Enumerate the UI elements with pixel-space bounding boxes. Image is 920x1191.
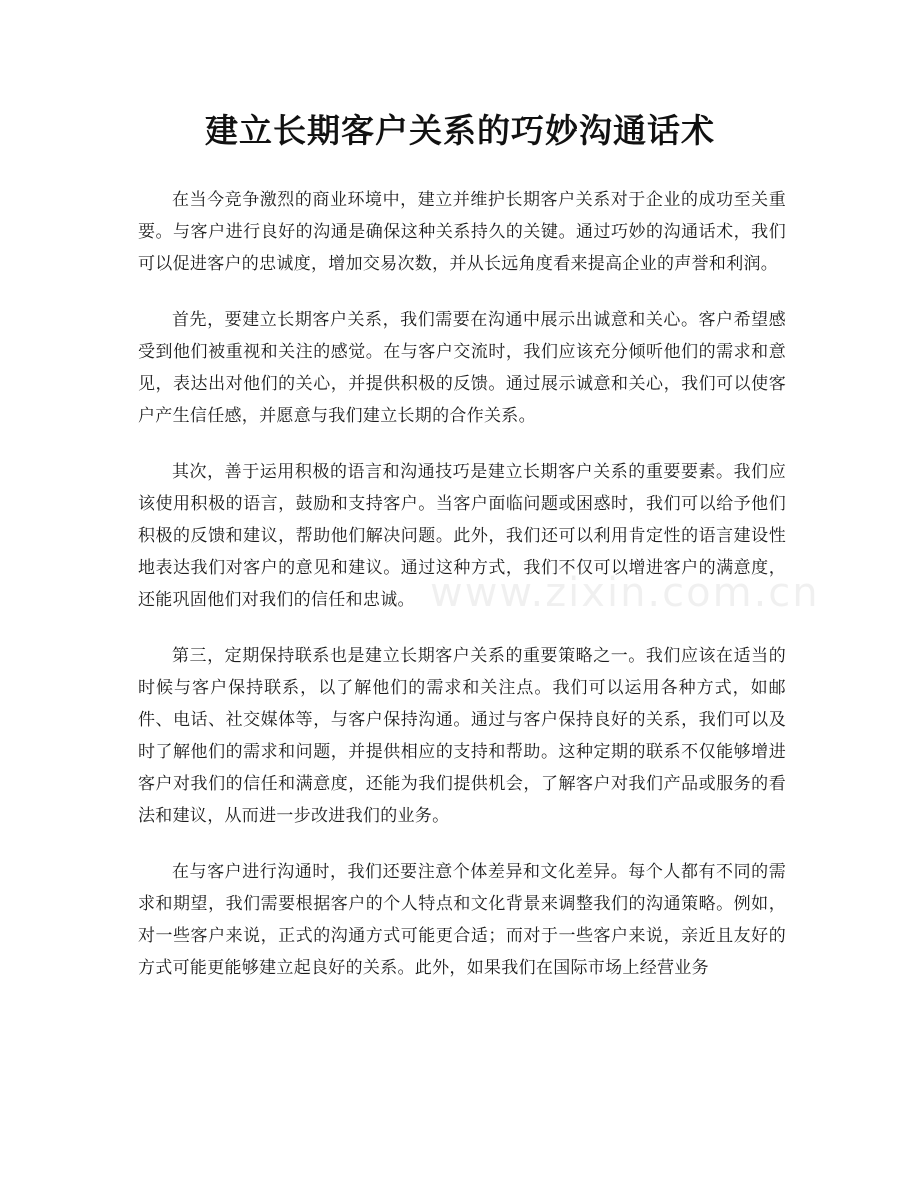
paragraph-second-point: 其次，善于运用积极的语言和沟通技巧是建立长期客户关系的重要要素。我们应该使用积极的语言，鼓励和支持客户。当客户面临问题或困惑时，我们可以给予他们积极的反馈和建议，帮助他们解决问题。此外，我们还可以利用肯定性的语言建设性地表达我们对客户的意见和建议。通过这种方式，我们不仅可以增进客户的满意度，还能巩固他们对我们的信任和忠诚。 xyxy=(138,462,786,610)
paragraph-cultural-differences: 在与客户进行沟通时，我们还要注意个体差异和文化差异。每个人都有不同的需求和期望，我们需要根据客户的个人特点和文化背景来调整我们的沟通策略。例如，对一些客户来说，正式的沟通方式可能更合适；而对于一些客户来说，亲近且友好的方式可能更能够建立起良好的关系。此外，如果我们在国际市场上经营业务 xyxy=(138,862,786,978)
watermark: www.zixin.com.cn xyxy=(430,570,820,616)
paragraph-first-point: 首先，要建立长期客户关系，我们需要在沟通中展示出诚意和关心。客户希望感受到他们被重视和关注的感觉。在与客户交流时，我们应该充分倾听他们的需求和意见，表达出对他们的关心，并提供积极的反馈。通过展示诚意和关心，我们可以使客户产生信任感，并愿意与我们建立长期的合作关系。 xyxy=(138,310,786,426)
document-title: 建立长期客户关系的巧妙沟通话术 xyxy=(205,111,715,150)
paragraph-intro: 在当今竞争激烈的商业环境中，建立并维护长期客户关系对于企业的成功至关重要。与客户进行良好的沟通是确保这种关系持久的关键。通过巧妙的沟通话术，我们可以促进客户的忠诚度，增加交易次数，并从长远角度看来提高企业的声誉和利润。 xyxy=(138,190,786,274)
paragraph-third-point: 第三，定期保持联系也是建立长期客户关系的重要策略之一。我们应该在适当的时候与客户保持联系，以了解他们的需求和关注点。我们可以运用各种方式，如邮件、电话、社交媒体等，与客户保持沟通。通过与客户保持良好的关系，我们可以及时了解他们的需求和问题，并提供相应的支持和帮助。这种定期的联系不仅能够增进客户对我们的信任和满意度，还能为我们提供机会，了解客户对我们产品或服务的看法和建议，从而进一步改进我们的业务。 xyxy=(138,646,786,826)
document-body xyxy=(138,184,786,1008)
